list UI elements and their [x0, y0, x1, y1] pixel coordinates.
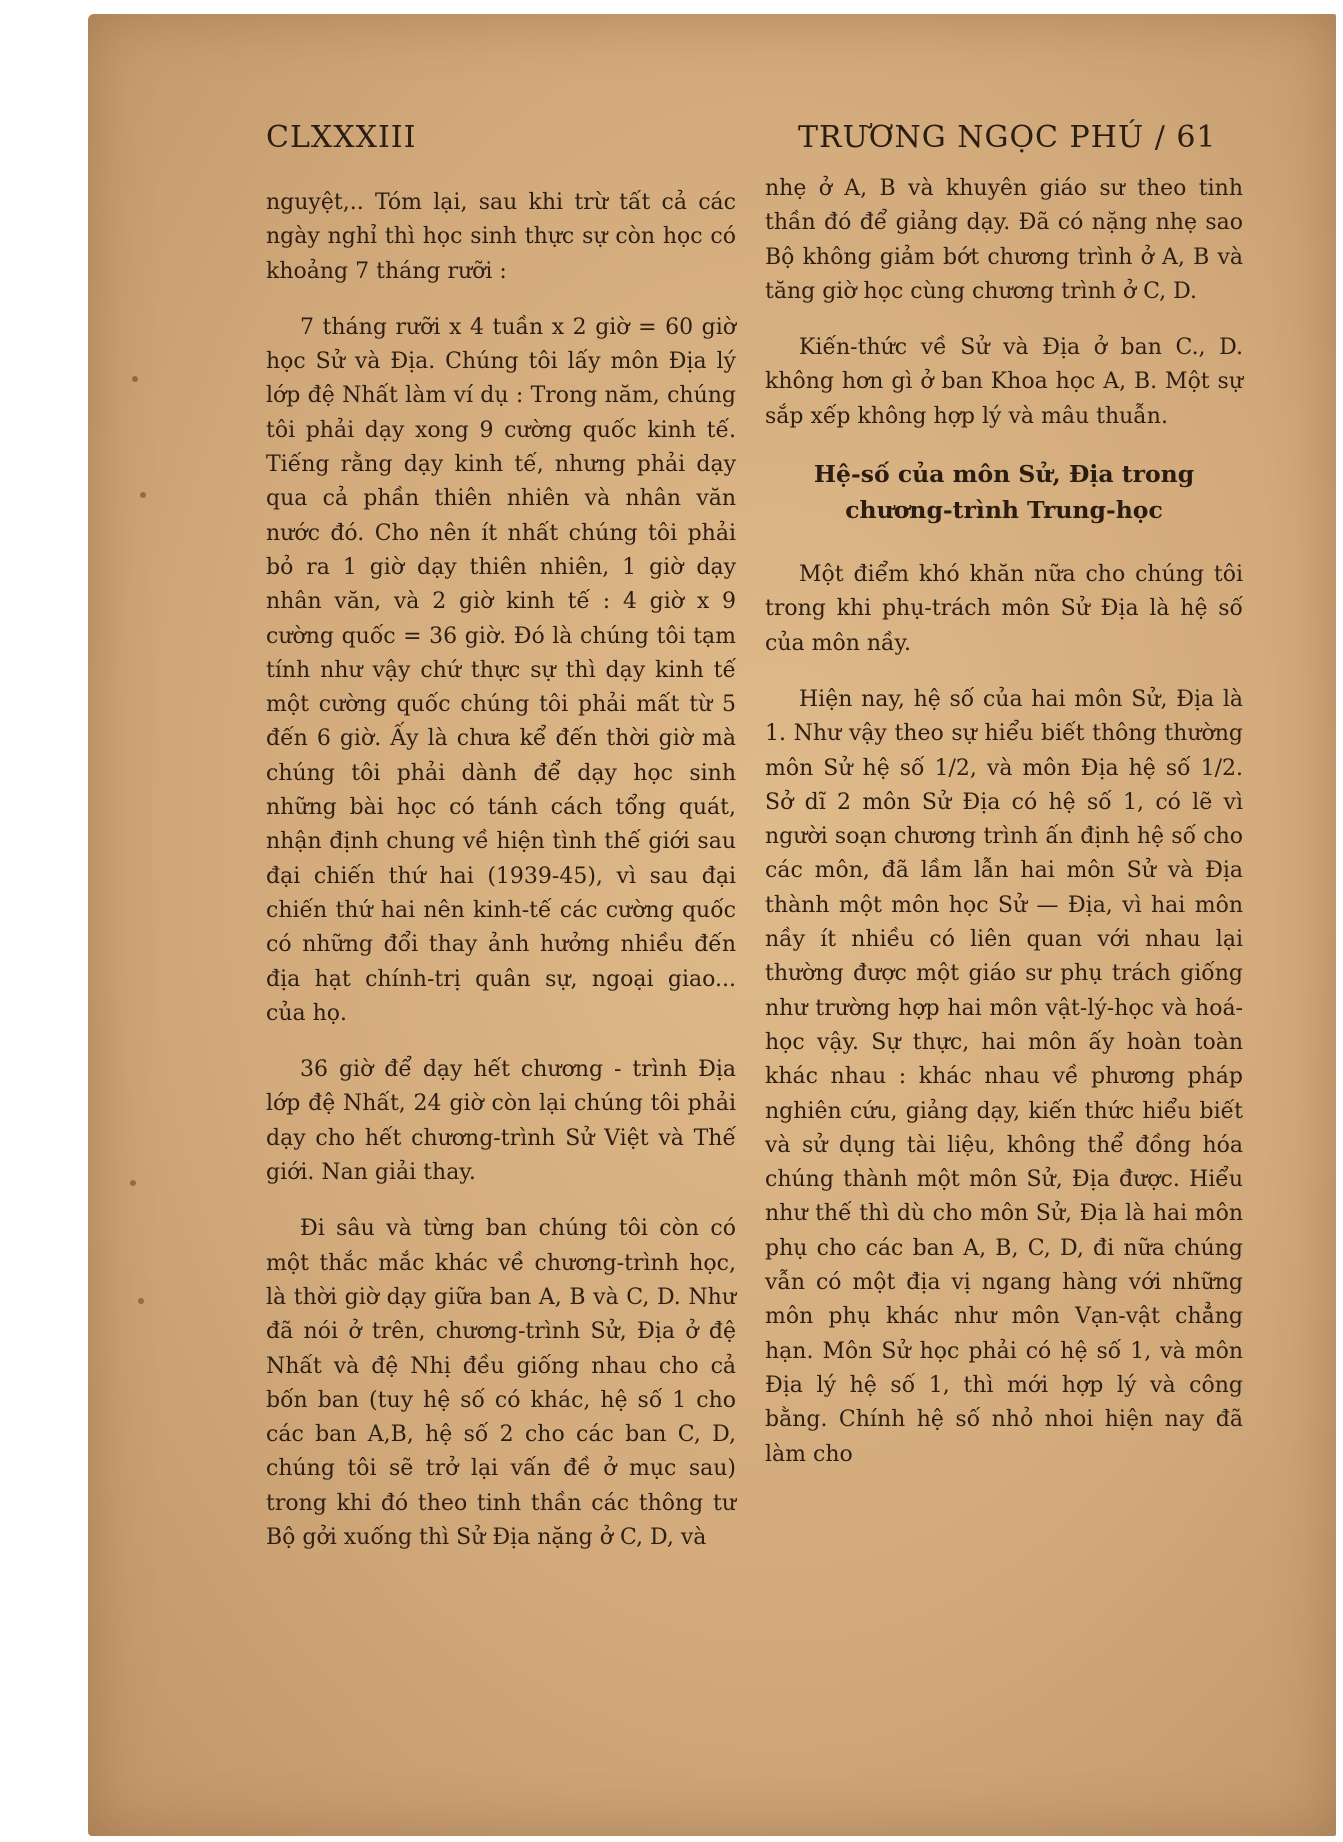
- binding-hole-mark: [130, 1180, 136, 1186]
- paragraph: 36 giờ để dạy hết chương - trình Địa lớp đệ Nhất, 24 giờ còn lại chúng tôi phải dạy cho hết chương-trình Sử Việt và Thế giới. Nan giải thay.: [266, 1057, 736, 1186]
- binding-hole-mark: [140, 492, 146, 498]
- running-header: TRƯƠNG NGỌC PHÚ / 61: [798, 120, 1217, 155]
- paragraph: Hiện nay, hệ số của hai môn Sử, Địa là 1. Như vậy theo sự hiểu biết thông thường môn Sử hệ số 1/2, và môn Địa hệ số 1/2. Sở dĩ 2 môn Sử Địa có hệ số 1, có lẽ vì người soạn chương trình ấn định hệ số cho các môn, đã lầm lẫn hai môn Sử và Địa thành một môn học Sử — Địa, vì hai môn nầy ít nhiều có liên quan với nhau lại thường được một giáo sư phụ trách giống như trường hợp hai môn vật-lý-học và hoá-học vậy. Sự thực, hai môn ấy hoàn toàn khác nhau : khác nhau về phương pháp nghiên cứu, giảng dạy, kiến thức hiểu biết và sử dụng tài liệu, không thể đồng hóa chúng thành một môn Sử, Địa được. Hiểu như thế thì dù cho môn Sử, Địa là hai môn phụ cho các ban A, B, C, D, đi nữa chúng vẫn có một địa vị ngang hàng với những môn phụ khác như môn Vạn-vật chẳng hạn. Môn Sử học phải có hệ số 1, và môn Địa lý hệ số 1, thì mới hợp lý và công bằng. Chính hệ số nhỏ nhoi hiện nay đã làm cho: [765, 686, 1243, 1467]
- paragraph: nguyệt,.. Tóm lại, sau khi trừ tất cả các ngày nghỉ thì học sinh thực sự còn học có khoảng 7 tháng rưỡi :: [266, 190, 736, 284]
- section-heading: [765, 456, 1243, 528]
- section-heading-line-1: Hệ-số của môn Sử, Địa trong: [813, 460, 1195, 489]
- binding-hole-mark: [138, 1298, 144, 1304]
- paragraph: Kiến-thức về Sử và Địa ở ban C., D. không hơn gì ở ban Khoa học A, B. Một sự sắp xếp không hợp lý và mâu thuẫn.: [765, 335, 1243, 429]
- paragraph: Đi sâu và từng ban chúng tôi còn có một thắc mắc khác về chương-trình học, là thời giờ dạy giữa ban A, B và C, D. Như đã nói ở trên, chương-trình Sử, Địa ở đệ Nhất và đệ Nhị đều giống nhau cho cả bốn ban (tuy hệ số có khác, hệ số 1 cho các ban A,B, hệ số 2 cho các ban C, D, chúng tôi sẽ trở lại vấn đề ở mục sau) trong khi đó theo tinh thần các thông tư Bộ gởi xuống thì Sử Địa nặng ở C, D, và: [266, 1216, 736, 1550]
- chapter-number: CLXXXIII: [266, 120, 417, 155]
- left-column: [266, 186, 736, 1577]
- right-column: [765, 172, 1243, 1494]
- section-heading-line-2: chương-trình Trung-học: [845, 496, 1163, 525]
- paragraph: nhẹ ở A, B và khuyên giáo sư theo tinh thần đó để giảng dạy. Đã có nặng nhẹ sao Bộ không giảm bớt chương trình ở A, B và tăng giờ học cùng chương trình ở C, D.: [765, 176, 1243, 304]
- binding-hole-mark: [132, 376, 138, 382]
- paragraph: 7 tháng rưỡi x 4 tuần x 2 giờ = 60 giờ học Sử và Địa. Chúng tôi lấy môn Địa lý lớp đệ Nhất làm ví dụ : Trong năm, chúng tôi phải dạy xong 9 cường quốc kinh tế. Tiếng rằng dạy kinh tế, nhưng phải dạy qua cả phần thiên nhiên và nhân văn nước đó. Cho nên ít nhất chúng tôi phải bỏ ra 1 giờ dạy thiên nhiên, 1 giờ dạy nhân văn, và 2 giờ kinh tế : 4 giờ x 9 cường quốc = 36 giờ. Đó là chúng tôi tạm tính như vậy chứ thực sự thì dạy kinh tế một cường quốc chúng tôi phải mất từ 5 đến 6 giờ. Ấy là chưa kể đến thời giờ mà chúng tôi phải dành để dạy học sinh những bài học có tánh cách tổng quát, nhận định chung về hiện tình thế giới sau đại chiến thứ hai (1939-45), vì sau đại chiến thứ hai nên kinh-tế các cường quốc có những đổi thay ảnh hưởng nhiều đến địa hạt chính-trị quân sự, ngoại giao... của họ.: [266, 314, 736, 1026]
- paragraph: Một điểm khó khăn nữa cho chúng tôi trong khi phụ-trách môn Sử Địa là hệ số của môn nầy.: [765, 562, 1243, 656]
